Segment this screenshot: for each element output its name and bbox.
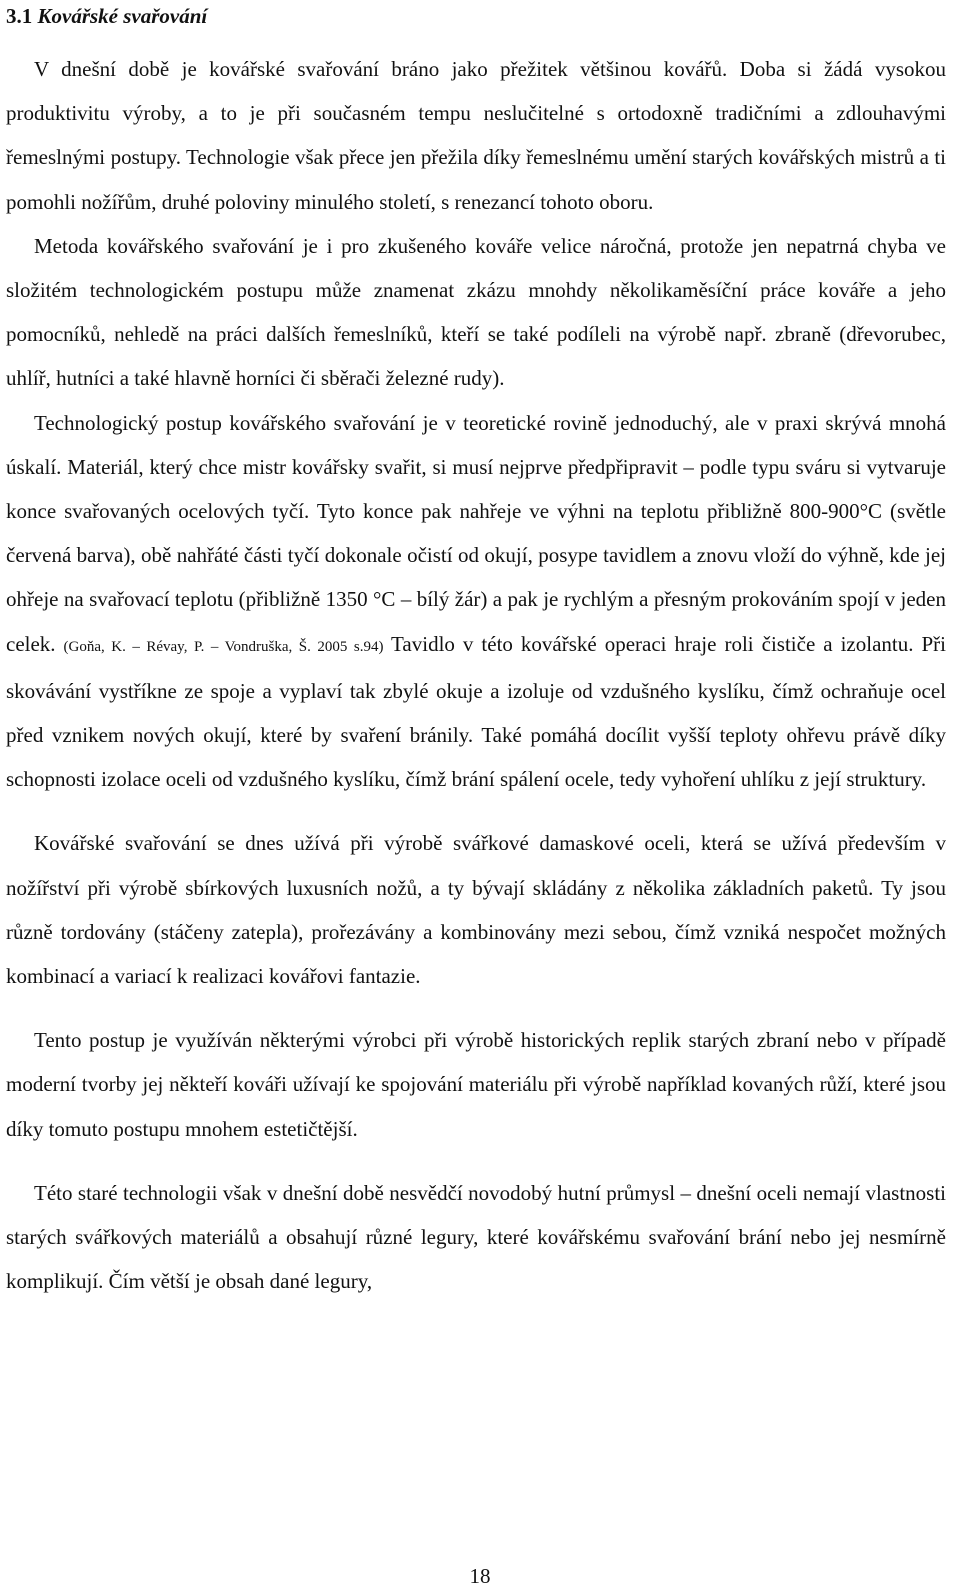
page-number: 18: [469, 1564, 491, 1588]
section-heading: [6, 0, 946, 30]
paragraph: Metoda kovářského svařování je i pro zkušeného kováře velice náročná, protože jen nepatrná chyba ve složitém technologickém postupu může znamenat zkázu mnohdy několikaměsíční práce kováře a jeho pomocníků, nehledě na práci dalších řemeslníků, kteří se také podíleli na výrobě např. zbraně (dřevorubec, uhlíř, hutníci a také hlavně horníci či sběrači železné rudy).: [6, 233, 946, 391]
section-title: Kovářské svařování: [37, 4, 208, 28]
section-number: 3.1: [6, 4, 33, 28]
body-text: [6, 47, 946, 1303]
paragraph: Tento postup je využíván některými výrobci při výrobě historických replik starých zbraní nebo v případě moderní tvorby jej někteří kováři užívají ke spojování materiálu při výrobě například kovaných růží, které jsou díky tomuto postupu mnohem estetičtější.: [6, 1028, 946, 1141]
paragraph: Této staré technologii však v dnešní době nesvědčí novodobý hutní průmysl – dnešní oceli nemají vlastnosti starých svářkových materiálů a obsahují různé legury, které kovářskému svařování brání nebo jej nesmírně komplikují. Čím větší je obsah dané legury,: [6, 1180, 946, 1294]
paragraph: [6, 401, 946, 802]
paragraph: V dnešní době je kovářské svařování bráno jako přežitek většinou kovářů. Doba si žádá vysokou produktivitu výroby, a to je při současném tempu neslučitelné s ortodoxně tradičními a zdlouhavými řemeslnými postupy. Technologie však přece jen přežila díky řemeslnému umění starých kovářských mistrů a ti pomohli nožířům, druhé poloviny minulého století, s renezancí tohoto oboru.: [6, 57, 946, 214]
citation: (Goňa, K. – Révay, P. – Vondruška, Š. 2005 s.94): [63, 638, 384, 655]
paragraph: Kovářské svařování se dnes užívá při výrobě svářkové damaskové oceli, která se užívá především v nožířství při výrobě sbírkových luxusních nožů, a ty bývají skládány z několika základních paketů. Ty jsou různě tordovány (stáčeny zatepla), prořezávány a kombinovány mezi sebou, čímž vzniká nespočet možných kombinací a variací k realizaci kovářovi fantazie.: [6, 831, 946, 989]
paragraph-text: Tavidlo v této kovářské operaci hraje roli čističe a izolantu. Při skovávání vystříkne ze spoje a vyplaví tak zbylé okuje a izoluje od vzdušného kyslíku, čímž ochraňuje ocel před vznikem nových okují, které by svaření bránily. Také pomáhá docílit vyšší teploty ohřevu právě díky schopnosti izolace oceli od vzdušného kyslíku, čímž brání spálení ocele, tedy vyhoření uhlíku z její struktury.: [6, 631, 946, 792]
paragraph-text: Technologický postup kovářského svařování je v teoretické rovině jednoduchý, ale v praxi skrývá mnohá úskalí. Materiál, který chce mistr kovářsky svařit, si musí nejprve předpřipravit – podle typu sváru si vytvaruje konce svařovaných ocelových tyčí. Tyto konce pak nahřeje ve výhni na teplotu přibližně 800-900°C (světle červená barva), obě nahřáté části tyčí dokonale očistí od okují, posype tavidlem a znovu vloží do výhně, kde jej ohřeje na svařovací teplotu (přibližně 1350 °C – bílý žár) a pak je rychlým a přesným prokováním spojí v jeden celek.: [6, 410, 946, 656]
